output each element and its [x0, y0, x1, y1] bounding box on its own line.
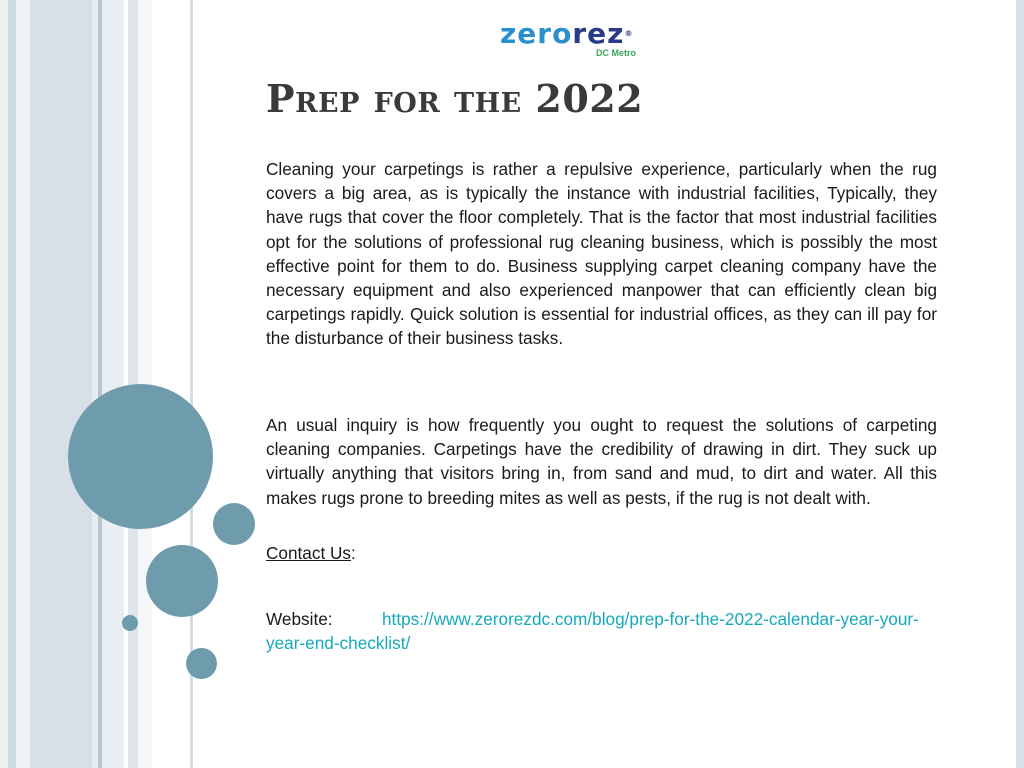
decor-circle-small	[213, 503, 255, 545]
contact-line	[266, 543, 356, 564]
decor-stripe	[102, 0, 124, 768]
decor-stripe	[16, 0, 30, 768]
decor-stripe	[8, 0, 16, 768]
decor-circle-small	[186, 648, 217, 679]
decor-stripe	[30, 0, 92, 768]
decor-circle-medium	[146, 545, 218, 617]
decor-circle-tiny	[122, 615, 138, 631]
paragraph-2: An usual inquiry is how frequently you ought to request the solutions of carpeting cleaning companies. Carpetings have the credibility of drawing in dirt. They suck up virtually anything that visitors bring in, from sand and mud, to dirt and water. All this makes rugs prone to breeding mites as well as pests, if the rug is not dealt with.	[266, 415, 937, 508]
zerorez-logo: zerorez® DC Metro	[500, 17, 636, 58]
decor-stripe	[1016, 0, 1024, 768]
contact-colon: :	[351, 543, 356, 563]
contact-us-link[interactable]: Contact Us	[266, 543, 352, 563]
decor-stripe	[0, 0, 8, 768]
page-title: Prep for the 2022	[266, 76, 644, 121]
website-link[interactable]: https://www.zerorezdc.com/blog/prep-for-the-2022-calendar-year-your-year-end-checklist/	[266, 609, 919, 654]
website-line	[266, 607, 937, 655]
website-label: Website:	[266, 609, 333, 629]
logo-subtitle: DC Metro	[596, 48, 636, 58]
decor-circle-large	[68, 384, 213, 529]
paragraph-1: Cleaning your carpetings is rather a repulsive experience, particularly when the rug covers a big area, as is typically the instance with industrial facilities, Typically, they have rugs that cover the floor completely. That is the factor that most industrial facilities opt for the solutions of professional rug cleaning business, which is possibly the most effective point for them to do. Business supplying carpet cleaning company have the necessary equipment and also experienced manpower that can efficiently clean big carpetings rapidly. Quick solution is essential for industrial offices, as they can ill pay for the disturbance of their business tasks.	[266, 159, 937, 349]
